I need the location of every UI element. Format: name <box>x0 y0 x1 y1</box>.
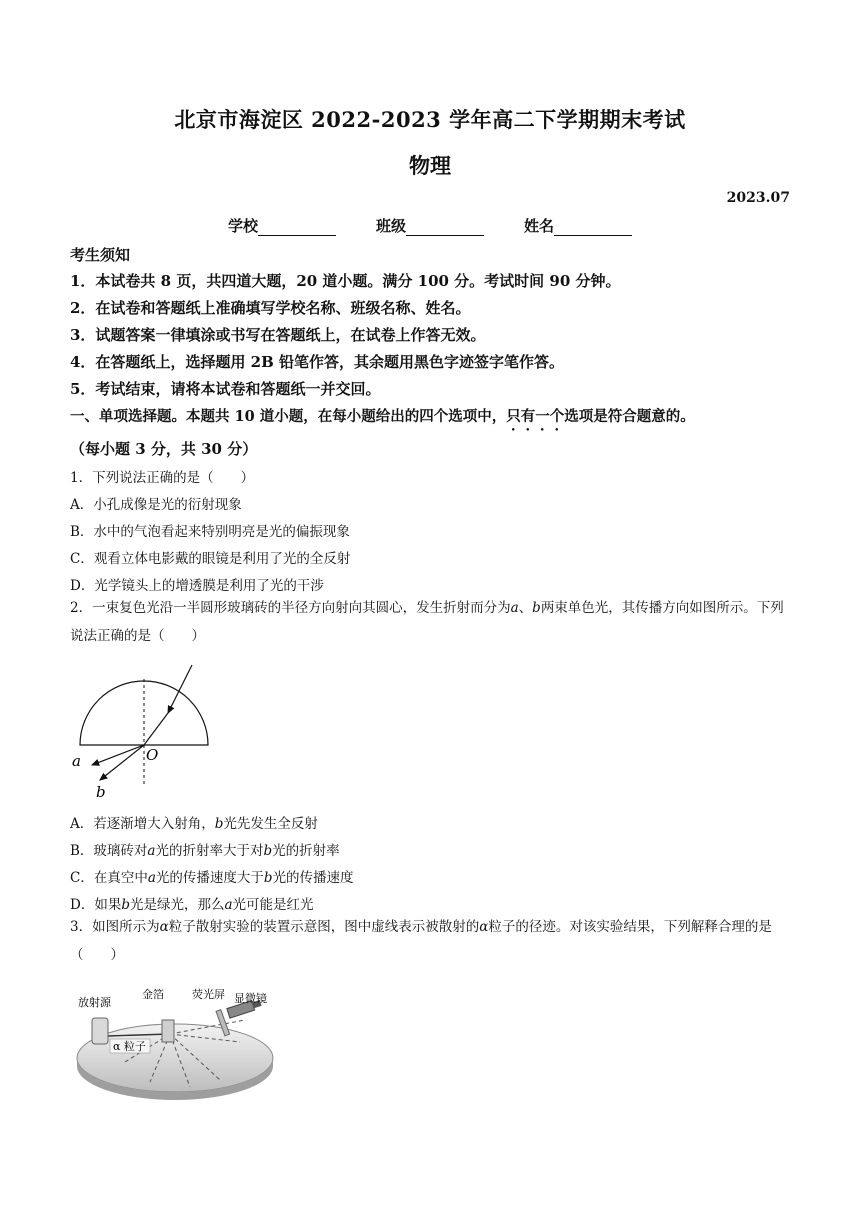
question-2-option-b-pre: B．玻璃砖对 <box>70 843 148 859</box>
question-3-stem-part-c: 粒子的径迹。对该实验结果，下列解释合理的是（ ） <box>70 919 772 963</box>
alpha-particle-label: α 粒子 <box>113 1040 146 1053</box>
question-2-option-d-pre: D．如果 <box>70 897 122 913</box>
school-field <box>228 215 336 236</box>
question-2-option-b-post: 光的折射率 <box>272 843 340 859</box>
question-2-stem-part-b: 两束单色光，其传播方向如图所示。下列说法正确的是（ ） <box>70 600 784 644</box>
question-2-semicircle-figure <box>70 655 210 800</box>
origin-label: O <box>146 746 159 764</box>
incident-ray <box>144 713 168 745</box>
question-1-option-d: D．光学镜头上的增透膜是利用了光的干涉 <box>70 578 324 594</box>
question-2-option-d <box>70 893 314 913</box>
question-2-option-d-var-2: a <box>224 897 233 913</box>
microscope-label: 显微镜 <box>234 992 267 1005</box>
question-3-alpha-2: α <box>479 919 489 935</box>
school-blank <box>258 220 336 236</box>
gold-foil-holder <box>162 1020 174 1042</box>
question-2-option-c-mid: 光的传播速度大于 <box>155 870 264 886</box>
question-2-stem <box>70 594 792 650</box>
section-1-title-emphasis: 只有一个 <box>506 408 565 425</box>
exam-subject: 物理 <box>409 153 451 178</box>
name-label: 姓名 <box>524 217 555 235</box>
school-label: 学校 <box>227 217 258 235</box>
question-2-sep: 、 <box>518 600 533 616</box>
question-2-option-b-mid: 光的折射率大于对 <box>155 843 264 859</box>
notice-rule-3: 3．试题答案一律填涂或书写在答题纸上，在试卷上作答无效。 <box>70 326 486 344</box>
question-3-stem <box>70 913 792 969</box>
question-3-alpha-1: α <box>159 919 169 935</box>
notice-rule-4: 4．在答题纸上，选择题用 2B 铅笔作答，其余题用黑色字迹签字笔作答。 <box>70 353 564 371</box>
question-3-stem-part-a: 3．如图所示为 <box>70 919 160 935</box>
ray-a-label: a <box>72 752 81 770</box>
foil-label: 金箔 <box>142 988 164 1001</box>
question-2-option-c-post: 光的传播速度 <box>272 870 354 886</box>
incident-ray-arrow-head <box>168 665 192 713</box>
section-1-title-prefix: 一、单项选择题。本题共 10 道小题，在每小题给出的四个选项中， <box>70 408 507 425</box>
question-2-option-d-mid: 光是绿光，那么 <box>129 897 225 913</box>
notice-rule-1: 1．本试卷共 8 页，共四道大题，20 道小题。满分 100 分。考试时间 90 分钟。 <box>70 272 621 290</box>
question-2-option-a-var: b <box>214 816 224 832</box>
question-2-option-c-pre: C．在真空中 <box>70 870 148 886</box>
notice-heading: 考生须知 <box>70 246 131 264</box>
student-info-fields <box>0 215 860 236</box>
class-blank <box>406 220 484 236</box>
question-3-stem-part-b: 粒子散射实验的装置示意图，图中虚线表示被散射的 <box>168 919 480 935</box>
section-1-score: （每小题 3 分，共 30 分） <box>70 440 258 458</box>
exam-date: 2023.07 <box>726 190 790 206</box>
question-2-option-a-pre: A．若逐渐增大入射角， <box>70 816 215 832</box>
question-2-option-b-var-1: a <box>147 843 156 859</box>
question-1-stem: 1．下列说法正确的是（ ） <box>70 470 255 486</box>
question-1-option-a: A．小孔成像是光的衍射现象 <box>70 497 242 513</box>
question-2-option-c-var-1: a <box>147 870 156 886</box>
refracted-ray-b <box>100 745 144 780</box>
question-2-var-b: b <box>532 600 541 616</box>
ray-b-label: b <box>96 783 106 800</box>
notice-rule-5: 5．考试结束，请将本试卷和答题纸一并交回。 <box>70 380 381 398</box>
section-1-title-suffix: 选项是符合题意的。 <box>564 408 695 425</box>
question-2-option-d-post: 光可能是红光 <box>232 897 314 913</box>
source-label: 放射源 <box>78 996 111 1009</box>
refracted-ray-a <box>92 745 144 765</box>
screen-label: 荧光屏 <box>192 988 225 1001</box>
question-1-option-b: B．水中的气泡看起来特别明亮是光的偏振现象 <box>70 524 350 540</box>
section-1-title <box>70 405 695 434</box>
question-1-option-c: C．观看立体电影戴的眼镜是利用了光的全反射 <box>70 551 351 567</box>
exam-title: 北京市海淀区 2022-2023 学年高二下学期期末考试 <box>174 107 686 132</box>
name-field <box>524 215 632 236</box>
name-blank <box>554 220 632 236</box>
question-2-stem-part-a: 2．一束复色光沿一半圆形玻璃砖的半径方向射向其圆心，发生折射而分为 <box>70 600 511 616</box>
class-label: 班级 <box>375 217 406 235</box>
question-2-option-b <box>70 839 340 859</box>
question-2-option-a-post: 光先发生全反射 <box>223 816 318 832</box>
question-2-option-b-var-2: b <box>263 843 273 859</box>
question-2-option-a <box>70 812 318 832</box>
class-field <box>376 215 484 236</box>
question-2-option-c-var-2: b <box>263 870 273 886</box>
question-3-scattering-apparatus-figure <box>70 982 280 1100</box>
notice-rule-2: 2．在试卷和答题纸上准确填写学校名称、班级名称、姓名。 <box>70 299 471 317</box>
radioactive-source-box <box>92 1018 108 1044</box>
question-2-option-c <box>70 866 354 886</box>
question-2-option-d-var-1: b <box>121 897 130 913</box>
question-2-var-a: a <box>510 600 519 616</box>
